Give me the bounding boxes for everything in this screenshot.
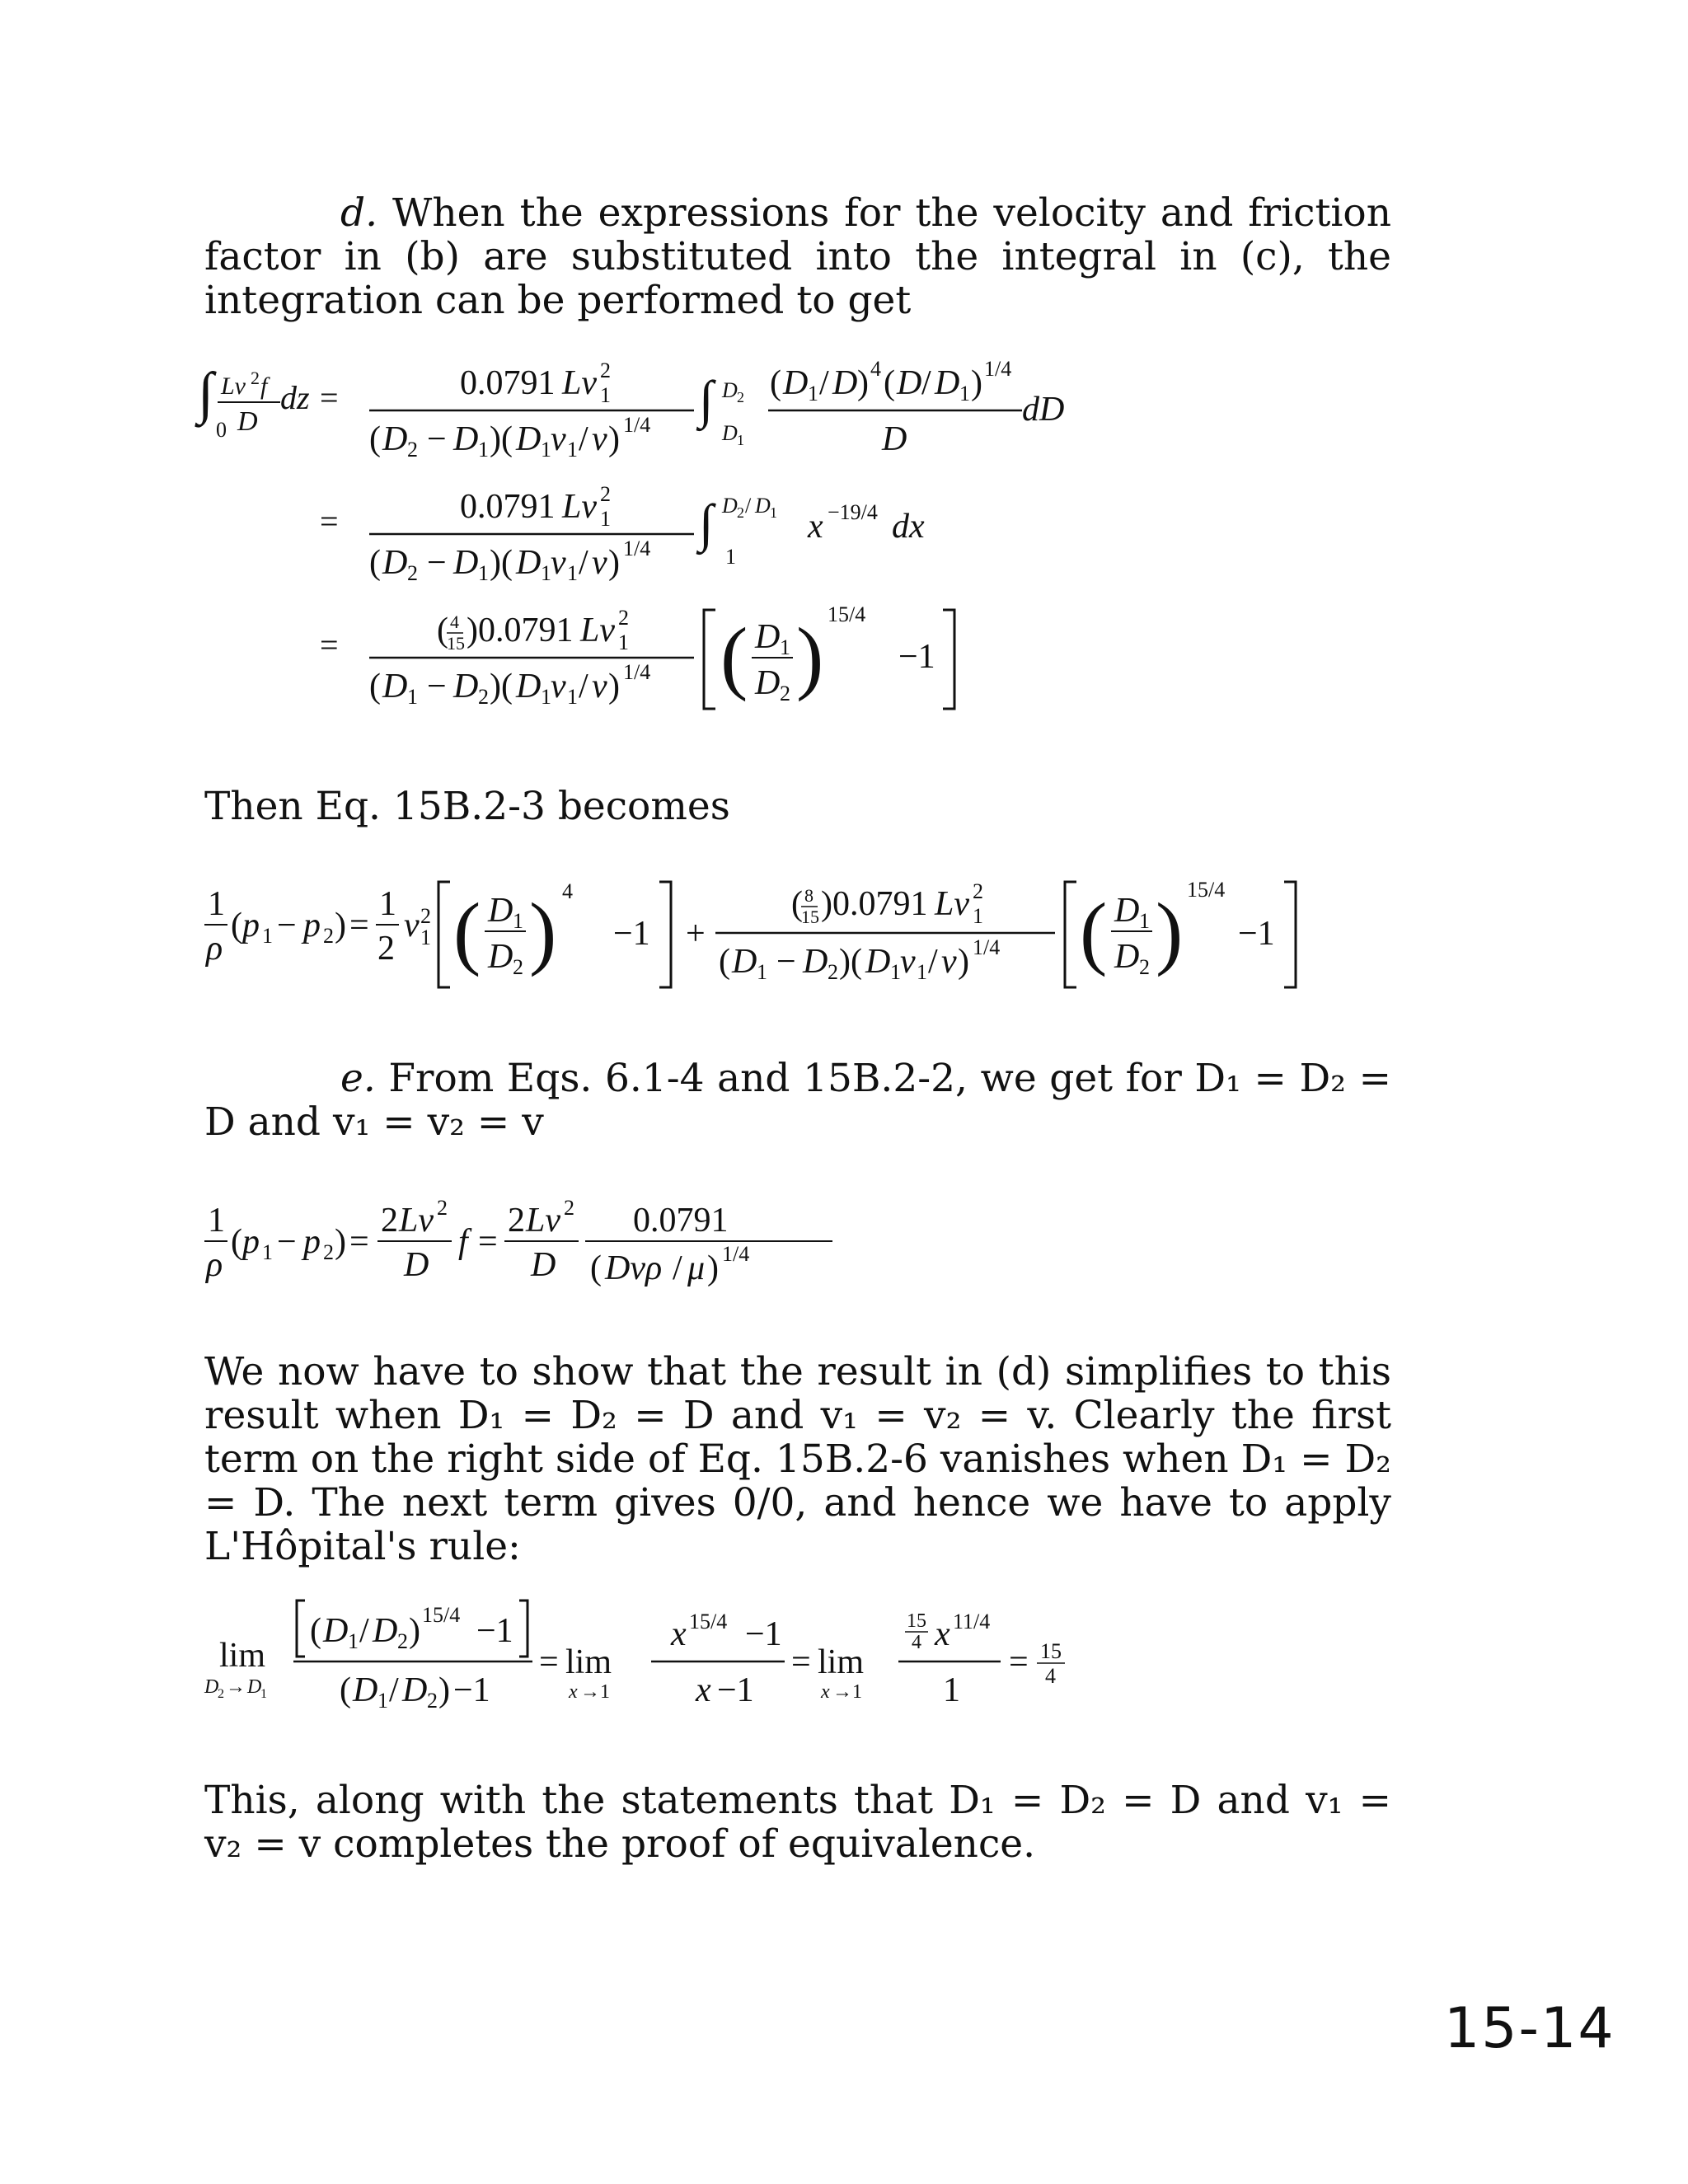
svg-text:D: D [453, 668, 479, 705]
svg-text:=: = [791, 1643, 811, 1681]
svg-text:=: = [349, 1223, 369, 1261]
svg-text:(: ( [590, 1249, 602, 1287]
conclusion-paragraph: This, along with the statements that D₁ = D₂ = D and v₁ = v₂ = v completes the proof of equivalence. [204, 1778, 1391, 1867]
svg-text:v: v [551, 668, 566, 705]
svg-text:=: = [320, 626, 339, 663]
svg-text:2: 2 [737, 389, 744, 405]
part-d-label: d. [340, 190, 378, 236]
svg-text:D: D [353, 1671, 378, 1709]
friction-factor-equation-svg [198, 1195, 940, 1319]
svg-text:D: D [453, 420, 479, 458]
svg-text:p: p [303, 1223, 321, 1261]
svg-text:15: 15 [447, 633, 465, 654]
svg-text:Lv: Lv [399, 1202, 434, 1240]
svg-text:1: 1 [262, 924, 273, 948]
svg-text:(: ( [437, 612, 448, 649]
svg-text:1: 1 [600, 383, 611, 407]
svg-text:1: 1 [377, 1689, 388, 1713]
svg-text:): ) [335, 907, 346, 944]
svg-text:)(: )( [839, 943, 862, 981]
eq1-line3 [320, 602, 954, 709]
svg-text:2: 2 [737, 504, 744, 521]
limit-equation-svg [198, 1591, 1104, 1731]
svg-text:D: D [783, 364, 809, 402]
svg-text:0.0791: 0.0791 [633, 1202, 729, 1240]
part-e-label: e. [340, 1056, 376, 1101]
svg-text:D: D [531, 1246, 556, 1284]
svg-text:1: 1 [890, 960, 901, 984]
svg-text:1/4: 1/4 [722, 1242, 750, 1266]
svg-text:lim: lim [565, 1643, 612, 1681]
svg-text:1/4: 1/4 [973, 935, 1001, 959]
svg-text:D: D [722, 378, 738, 402]
svg-text:v: v [404, 907, 420, 944]
svg-text:−1: −1 [1238, 915, 1275, 953]
svg-text:(: ( [369, 668, 381, 705]
svg-text:(: ( [453, 886, 481, 977]
svg-text:1: 1 [567, 438, 578, 462]
friction-factor-equation [198, 1195, 940, 1328]
svg-text:D: D [382, 544, 408, 582]
then-paragraph: Then Eq. 15B.2-3 becomes [204, 784, 730, 829]
integral-equation-svg [198, 354, 1187, 750]
svg-text:→1: →1 [580, 1681, 610, 1703]
svg-text:D: D [755, 618, 781, 656]
svg-text:): ) [608, 420, 620, 458]
svg-text:−: − [277, 1223, 297, 1261]
svg-text:ρ: ρ [206, 1246, 223, 1284]
svg-text:D: D [237, 406, 258, 437]
svg-text:−1: −1 [476, 1612, 513, 1650]
svg-text:0.0791: 0.0791 [460, 364, 556, 402]
svg-text:−1: −1 [717, 1671, 754, 1709]
svg-text:1: 1 [541, 685, 551, 709]
svg-text:D: D [897, 364, 922, 402]
svg-text:): ) [608, 544, 620, 582]
svg-text:−: − [277, 907, 297, 944]
svg-text:(: ( [310, 1612, 321, 1650]
svg-text:v: v [592, 544, 607, 582]
svg-text:1: 1 [757, 960, 767, 984]
svg-text:1/4: 1/4 [623, 660, 651, 684]
svg-text:→: → [226, 1676, 246, 1698]
svg-text:+: + [686, 915, 706, 953]
svg-text:→1: →1 [832, 1681, 862, 1703]
svg-text:∫: ∫ [699, 494, 714, 552]
svg-text:1: 1 [208, 1202, 225, 1240]
svg-text:x: x [569, 1681, 578, 1703]
svg-text:D: D [373, 1612, 398, 1650]
svg-text:D: D [382, 420, 408, 458]
svg-text:−1: −1 [453, 1671, 490, 1709]
svg-text:dD: dD [1022, 391, 1065, 429]
svg-text:)(: )( [490, 420, 513, 458]
svg-text:1: 1 [478, 438, 489, 462]
svg-text:1/4: 1/4 [623, 413, 651, 437]
svg-text:4: 4 [562, 879, 573, 903]
svg-text:1: 1 [420, 926, 431, 949]
svg-text:2: 2 [478, 685, 489, 709]
svg-text:Dvρ: Dvρ [605, 1249, 663, 1287]
svg-text:2: 2 [780, 682, 790, 705]
svg-text:2: 2 [973, 879, 983, 903]
integral-equation-block [198, 354, 1187, 759]
svg-text:(: ( [770, 364, 781, 402]
svg-text:(: ( [791, 885, 803, 923]
svg-text:−1: −1 [898, 638, 935, 676]
svg-text:x: x [671, 1615, 687, 1653]
svg-text:dx: dx [892, 508, 925, 546]
svg-text:1/4: 1/4 [984, 357, 1012, 381]
svg-text:1: 1 [567, 561, 578, 585]
svg-text:1: 1 [541, 561, 551, 585]
svg-text:(: ( [719, 943, 730, 981]
svg-text:1: 1 [917, 960, 927, 984]
svg-text:D: D [755, 664, 781, 702]
svg-text:D: D [882, 420, 907, 458]
svg-text:D: D [732, 943, 757, 981]
svg-text:): ) [409, 1612, 420, 1650]
svg-text:D: D [402, 1671, 428, 1709]
svg-text:D: D [247, 1676, 262, 1698]
part-d-text: When the expressions for the velocity and friction factor in (b) are substituted into the integral in (c), the integration can be performed to get [204, 190, 1391, 323]
svg-text:2: 2 [218, 1687, 224, 1701]
svg-text:−1: −1 [613, 915, 650, 953]
svg-text:−: − [427, 420, 447, 458]
svg-text:D: D [803, 943, 828, 981]
svg-text:): ) [438, 1671, 450, 1709]
svg-text:(: ( [1080, 886, 1108, 977]
svg-text:μ: μ [687, 1249, 706, 1287]
svg-text:)0.0791: )0.0791 [821, 885, 928, 923]
svg-text:x: x [696, 1671, 711, 1709]
svg-text:p: p [242, 1223, 260, 1261]
svg-text:2: 2 [828, 960, 838, 984]
svg-text:): ) [1156, 886, 1184, 977]
pressure-drop-equation [198, 867, 1352, 1024]
svg-text:lim: lim [219, 1637, 266, 1675]
svg-text:1: 1 [737, 432, 744, 448]
svg-text:/: / [745, 494, 752, 518]
svg-text:2: 2 [427, 1689, 438, 1713]
svg-text:2: 2 [381, 1202, 398, 1240]
svg-text:D: D [722, 494, 738, 518]
svg-text:/: / [819, 364, 829, 402]
svg-text:D: D [516, 668, 542, 705]
svg-text:1: 1 [943, 1671, 960, 1709]
svg-text:): ) [707, 1249, 719, 1287]
svg-text:): ) [958, 943, 969, 981]
svg-text:1: 1 [725, 545, 736, 569]
svg-text:15/4: 15/4 [422, 1603, 461, 1627]
svg-text:1: 1 [780, 635, 790, 659]
svg-text:f: f [458, 1223, 468, 1261]
svg-text:−19/4: −19/4 [828, 500, 878, 524]
svg-text:2: 2 [437, 1196, 448, 1220]
svg-text:): ) [608, 668, 620, 705]
svg-text:)0.0791: )0.0791 [467, 612, 574, 649]
svg-text:v: v [592, 668, 607, 705]
svg-text:2: 2 [377, 930, 395, 968]
svg-text:D: D [516, 420, 542, 458]
lhopital-paragraph: We now have to show that the result in (d) simplifies to this result when D₁ = D₂ = D and v₁ = v₂ = v. Clearly the first term on the right side of Eq. 15B.2-6 vanishes when D₁ = D₂ = D. The next term gives 0/0, and hence we have to apply L'Hôpital's rule: [204, 1349, 1391, 1569]
svg-text:15/4: 15/4 [828, 602, 866, 626]
svg-text:D: D [1114, 938, 1140, 976]
svg-text:Lv: Lv [562, 488, 597, 526]
svg-text:v: v [551, 420, 566, 458]
svg-text:0: 0 [216, 418, 227, 442]
svg-text:)(: )( [490, 668, 513, 705]
svg-text:2: 2 [600, 359, 611, 382]
svg-text:2: 2 [407, 561, 418, 585]
svg-text:2: 2 [564, 1196, 574, 1220]
svg-text:1: 1 [513, 909, 523, 933]
part-d-paragraph [204, 191, 1391, 322]
svg-text:D: D [382, 668, 408, 705]
svg-text:p: p [242, 907, 260, 944]
svg-text:D: D [488, 892, 513, 930]
svg-text:/: / [579, 544, 588, 582]
svg-text:Lv: Lv [526, 1202, 560, 1240]
svg-text:(: ( [369, 420, 381, 458]
svg-text:D: D [722, 421, 738, 445]
svg-text:1: 1 [208, 885, 225, 923]
limit-equation [198, 1591, 1104, 1740]
svg-text:(: ( [369, 544, 381, 582]
svg-text:Lv: Lv [580, 612, 615, 649]
pressure-drop-equation-svg [198, 867, 1352, 1015]
svg-text:/: / [921, 364, 931, 402]
svg-text:ρ: ρ [206, 930, 223, 968]
svg-text:1: 1 [478, 561, 489, 585]
svg-text:8: 8 [804, 885, 814, 906]
svg-text:2: 2 [420, 904, 431, 928]
svg-text:=: = [320, 379, 339, 416]
svg-text:)(: )( [490, 544, 513, 582]
eq1-line1 [195, 357, 1064, 462]
svg-text:v: v [592, 420, 607, 458]
svg-text:): ) [857, 364, 869, 402]
svg-text:15/4: 15/4 [689, 1610, 728, 1633]
svg-text:1: 1 [407, 685, 418, 709]
svg-text:(: ( [720, 611, 748, 702]
svg-text:/: / [579, 420, 588, 458]
svg-text:1: 1 [262, 1240, 273, 1264]
svg-text:4: 4 [912, 1632, 921, 1653]
svg-text:D: D [755, 494, 771, 518]
svg-text:0.0791: 0.0791 [460, 488, 556, 526]
svg-text:D: D [865, 943, 891, 981]
svg-text:2: 2 [407, 438, 418, 462]
svg-text:1: 1 [567, 685, 578, 709]
svg-text:D: D [323, 1612, 349, 1650]
svg-text:x: x [935, 1615, 950, 1653]
part-e-text: From Eqs. 6.1-4 and 15B.2-2, we get for D₁ = D₂ = D and v₁ = v₂ = v [204, 1056, 1391, 1145]
eq1-line2 [320, 482, 925, 585]
svg-text:1: 1 [959, 382, 970, 405]
svg-text:p: p [303, 907, 321, 944]
svg-text:(: ( [231, 1223, 242, 1261]
svg-text:dz: dz [280, 379, 310, 416]
svg-text:−: − [776, 943, 796, 981]
svg-text:D: D [404, 1246, 429, 1284]
svg-text:/: / [359, 1612, 369, 1650]
svg-text:D: D [832, 364, 858, 402]
svg-text:=: = [478, 1223, 498, 1261]
svg-text:=: = [320, 503, 339, 540]
svg-text:1: 1 [260, 1687, 267, 1701]
svg-text:): ) [796, 611, 824, 702]
svg-text:=: = [539, 1643, 559, 1681]
svg-text:Lv: Lv [221, 373, 246, 400]
svg-text:1: 1 [600, 507, 611, 531]
svg-text:1/4: 1/4 [623, 537, 651, 560]
svg-text:lim: lim [818, 1643, 865, 1681]
svg-text:2: 2 [1139, 955, 1150, 979]
svg-text:4: 4 [450, 612, 459, 632]
svg-text:2: 2 [323, 1240, 334, 1264]
svg-text:v: v [551, 544, 566, 582]
svg-text:4: 4 [870, 357, 881, 381]
svg-text:D: D [488, 938, 513, 976]
svg-text:/: / [928, 943, 938, 981]
svg-text:15: 15 [801, 907, 819, 927]
svg-text:/: / [579, 668, 588, 705]
page-number: 15-14 [1444, 1996, 1615, 2061]
svg-text:4: 4 [1045, 1664, 1056, 1688]
svg-text:x: x [821, 1681, 830, 1703]
svg-text:1: 1 [379, 885, 396, 923]
svg-text:D: D [204, 1676, 219, 1698]
svg-text:−1: −1 [745, 1615, 782, 1653]
svg-text:D: D [1114, 892, 1140, 930]
svg-text:15: 15 [1040, 1639, 1062, 1663]
svg-text:2: 2 [397, 1629, 408, 1653]
svg-text:1: 1 [348, 1629, 359, 1653]
svg-text:/: / [673, 1249, 682, 1287]
svg-text:11/4: 11/4 [953, 1610, 991, 1633]
svg-text:): ) [529, 886, 557, 977]
svg-text:∫: ∫ [198, 362, 214, 425]
svg-text:(: ( [231, 907, 242, 944]
svg-text:f: f [260, 373, 268, 400]
svg-text:−: − [427, 668, 447, 705]
svg-text:15/4: 15/4 [1187, 878, 1226, 902]
svg-text:D: D [935, 364, 960, 402]
svg-text:Lv: Lv [935, 885, 969, 923]
svg-text:): ) [971, 364, 982, 402]
svg-text:15: 15 [907, 1610, 926, 1632]
svg-text:2: 2 [513, 955, 523, 979]
part-e-paragraph [204, 1057, 1391, 1144]
svg-text:1: 1 [808, 382, 818, 405]
svg-text:D: D [453, 544, 479, 582]
svg-text:2: 2 [618, 606, 629, 630]
svg-text:=: = [1009, 1643, 1029, 1681]
svg-text:1: 1 [770, 504, 777, 521]
svg-text:2: 2 [600, 482, 611, 506]
svg-text:v: v [900, 943, 916, 981]
svg-text:1: 1 [618, 630, 629, 654]
svg-text:x: x [808, 508, 823, 546]
svg-text:1: 1 [1139, 909, 1150, 933]
svg-text:): ) [335, 1223, 346, 1261]
svg-text:1: 1 [541, 438, 551, 462]
svg-text:(: ( [340, 1671, 351, 1709]
svg-text:Lv: Lv [562, 364, 597, 402]
svg-text:/: / [389, 1671, 399, 1709]
svg-text:D: D [516, 544, 542, 582]
svg-text:∫: ∫ [699, 370, 714, 429]
svg-text:(: ( [884, 364, 895, 402]
svg-text:=: = [349, 907, 369, 944]
svg-text:2: 2 [508, 1202, 525, 1240]
svg-text:−: − [427, 544, 447, 582]
svg-text:2: 2 [323, 924, 334, 948]
svg-text:1: 1 [973, 904, 983, 928]
svg-text:2: 2 [251, 368, 260, 388]
svg-text:v: v [941, 943, 957, 981]
